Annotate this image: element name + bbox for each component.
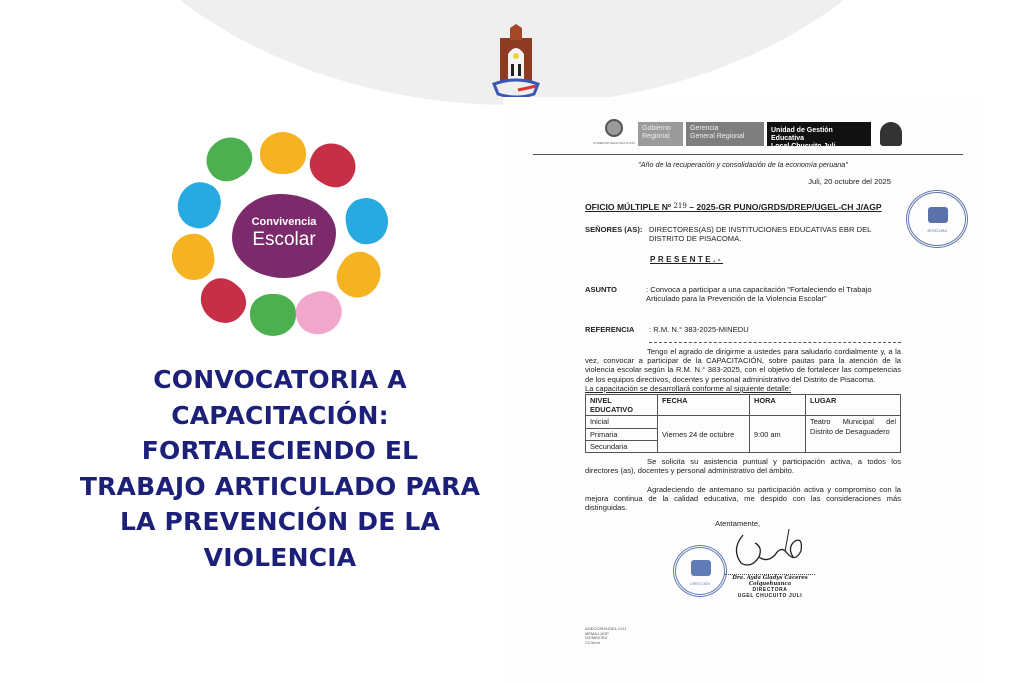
level-cell: Secundaria [586, 440, 658, 452]
level-cell: Inicial [586, 416, 658, 428]
letterhead-ugel: Unidad de Gestión Educativa Local Chucuito Juli [767, 122, 871, 146]
senores-value: DIRECTORES(AS) DE INSTITUCIONES EDUCATIVAS EBR DEL DISTRITO DE PISACOMA. [649, 225, 872, 244]
fecha-cell: Viernes 24 de octubre [658, 416, 750, 453]
hand-icon [199, 129, 260, 188]
body-paragraph-1-tail: La capacitación se desarrollará conforme al siguiente detalle: [585, 384, 791, 393]
lugar-cell: Teatro Municipal del Distrito de Desaguadero [806, 416, 901, 453]
hand-icon [329, 245, 388, 306]
direccion-seal-icon: DIRECCIÓN [673, 545, 727, 597]
hand-icon [192, 270, 254, 332]
headline-line: FORTALECIENDO EL [141, 436, 419, 465]
body-paragraph-3: Agradeciendo de antemano su participación activa y compromiso con la mejora continua de la calidad educativa, me despido con las consideraciones más distinguidas. [585, 485, 901, 513]
headline-line: LA PREVENCIÓN DE LA [119, 507, 441, 536]
headline-line: VIOLENCIA [203, 542, 357, 572]
regional-emblem-icon: GOBIERNO REGIONAL PUNO [593, 119, 635, 149]
schedule-table [585, 394, 901, 453]
body-paragraph-1: Tengo el agrado de dirigirme a ustedes para saludarlo cordialmente y, a la vez, convocar a participar de la CAPACITACIÓN, sobre pautas para la atención de la violencia escolar según la R.M. N.° 383-2025, con el objetivo de fortalecer las competencias de los equipos directivos, docentes y personal administrativo del Distrito de Pisacoma. [585, 347, 901, 384]
headline [40, 362, 520, 575]
jefatura-seal-icon: JEFATURA [906, 190, 968, 248]
asunto-label: ASUNTO [585, 285, 617, 294]
hand-icon [260, 132, 306, 174]
headline-line: CAPACITACIÓN: [171, 400, 389, 430]
year-motto: "Año de la recuperación y consolidación de la economía peruana" [638, 160, 848, 169]
logo-text-escolar: Escolar [252, 229, 316, 250]
hand-icon [342, 195, 391, 248]
headline-line: CONVOCATORIA A [153, 365, 407, 394]
official-letter [503, 97, 983, 683]
letterhead-gerencia: Gerencia General Regional [686, 122, 764, 146]
level-cell: Primaria [586, 428, 658, 440]
col-header-lugar: LUGAR [806, 395, 901, 416]
logo-text-convivencia: Convivencia [251, 216, 317, 228]
hand-icon [303, 135, 364, 194]
letterhead-gobierno-regional: Gobierno Regional [638, 122, 683, 146]
hora-cell: 9:00 am [750, 416, 806, 453]
signer-unit: UGEL CHUCUITO JULI [737, 593, 803, 599]
body-paragraph-2: Se solicita su asistencia puntual y participación activa, a todos los directores (as), docentes y personal administrativo del ámbito. [585, 457, 901, 476]
presente: PRESENTE.- [650, 255, 724, 264]
closing: Atentamente, [715, 519, 761, 528]
headline-line: TRABAJO ARTICULADO PARA [79, 471, 481, 501]
letter-date: Juli, 20 octubre del 2025 [808, 177, 891, 186]
referencia-value: : R.M. N.° 383-2025-MINEDU [649, 325, 749, 334]
hand-icon [171, 176, 226, 234]
senores-label: SEÑORES (AS): [585, 225, 643, 234]
header-divider [533, 154, 963, 155]
oficio-reference: OFICIO MÚLTIPLE Nº $^{219}$ – 2025-GR PUNO/GRDS/DREP/UGEL-CH J/AGP [585, 202, 882, 212]
hand-icon [290, 285, 348, 340]
hand-icon [168, 231, 217, 284]
convivencia-escolar-logo [160, 128, 400, 343]
signer-block [725, 574, 815, 599]
cc-list: AGECOSH/UGEL-CHJ MEMAJ-AGP GZ/MR/CEU CC/Arch [585, 626, 627, 645]
reference-divider [649, 342, 901, 343]
signer-name: Dra. Ayda Gladys Cáceres Colquehuanca [725, 574, 815, 587]
col-header-nivel: NIVEL EDUCATIVO [586, 395, 658, 416]
asunto-value: : Convoca a participar a una capacitación "Fortaleciendo el Trabajo Articulado para la Prevención de la Violencia Escolar" [646, 285, 872, 304]
ugel-crest-icon [880, 122, 902, 146]
referencia-label: REFERENCIA [585, 325, 635, 334]
signer-role: DIRECTORA [752, 587, 788, 593]
col-header-fecha: FECHA [658, 395, 750, 416]
hand-icon [250, 294, 296, 336]
ugel-crest-icon [488, 24, 544, 98]
col-header-hora: HORA [750, 395, 806, 416]
signature-icon [729, 527, 809, 573]
letterhead [593, 121, 902, 150]
